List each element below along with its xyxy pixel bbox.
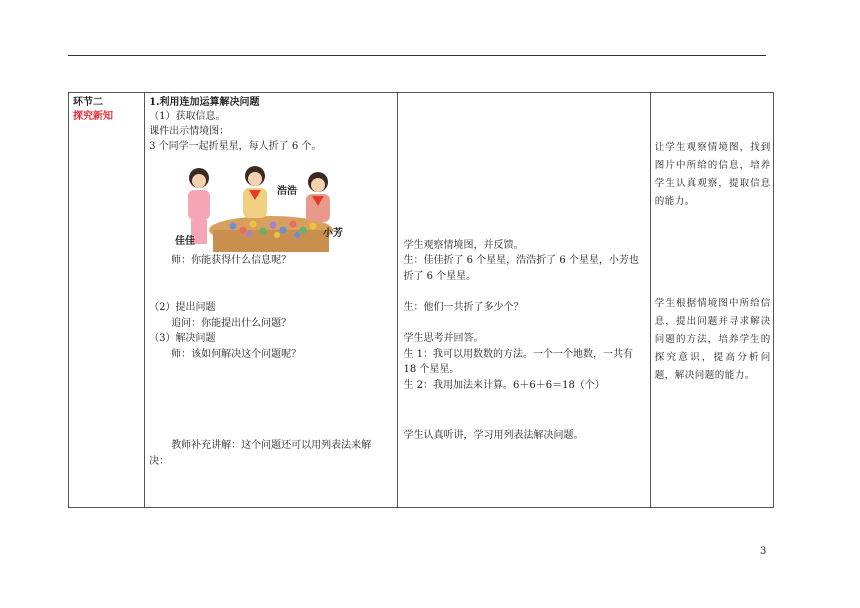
table-row <box>69 93 774 508</box>
student-answer-line2: 折了 6 个星星。 <box>403 271 477 282</box>
teacher-question-info: 师：你能获得什么信息呢？ <box>171 255 292 266</box>
step-ask-question: （2）提出问题 <box>149 302 216 313</box>
student-question: 生：他们一共折了多少个？ <box>403 302 524 313</box>
teacher-supplement-line2: 决： <box>149 456 170 467</box>
name-label-xiaofang: 小芳 <box>323 228 344 239</box>
courseware-text: 课件出示情境图： <box>149 126 230 137</box>
stage-cell <box>69 93 145 508</box>
student-listen: 学生认真听讲，学习用列表法解决问题。 <box>403 430 584 441</box>
section-heading: 1.利用连加运算解决问题 <box>149 97 260 108</box>
child-left <box>188 168 210 244</box>
teacher-supplement-line1: 教师补充讲解：这个问题还可以用列表法来解 <box>171 440 372 451</box>
student-activity-cell <box>398 93 650 508</box>
child-middle <box>243 166 267 218</box>
children-folding-stars-illustration <box>173 166 349 252</box>
student2-answer: 生 2：我用加法来计算。6＋6＋6＝18（个） <box>403 380 605 391</box>
student1-answer-line2: 18 个星星。 <box>403 364 460 375</box>
scenario-text: 3 个同学一起折星星，每人折了 6 个。 <box>149 141 322 152</box>
teacher-activity-cell <box>145 93 398 508</box>
design-intent-note-1: 让学生观察情境图，找到图片中所给的信息，培养学生认真观察，提取信息的能力。 <box>654 142 771 207</box>
child-right <box>306 172 330 222</box>
page-number: 3 <box>760 546 767 557</box>
stage-name: 探究新知 <box>73 111 113 122</box>
name-label-jiajia: 佳佳 <box>175 236 196 247</box>
name-label-haohao: 浩浩 <box>277 186 298 197</box>
design-intent-cell <box>650 93 773 508</box>
student-answer-line1: 生：佳佳折了 6 个星星，浩浩折了 6 个星星，小芳也 <box>403 255 639 266</box>
design-intent-note-2: 学生根据情境图中所给信息，提出问题并寻求解决问题的方法，培养学生的探究意识，提高分析问题，解决问题的能力。 <box>654 298 771 381</box>
student-observe: 学生观察情境图，并反馈。 <box>403 240 524 251</box>
teacher-followup-question: 追问：你能提出什么问题？ <box>171 318 292 329</box>
lesson-plan-table <box>68 92 774 508</box>
step-solve-problem: （3）解决问题 <box>149 333 216 344</box>
teacher-question-solve: 师：该如何解决这个问题呢？ <box>171 349 302 360</box>
header-rule <box>68 55 766 56</box>
student-think: 学生思考并回答。 <box>403 333 484 344</box>
student1-answer-line1: 生 1：我可以用数数的方法。一个一个地数，一共有 <box>403 349 633 360</box>
stage-number: 环节二 <box>73 97 103 108</box>
step-get-info: （1）获取信息。 <box>149 111 226 122</box>
